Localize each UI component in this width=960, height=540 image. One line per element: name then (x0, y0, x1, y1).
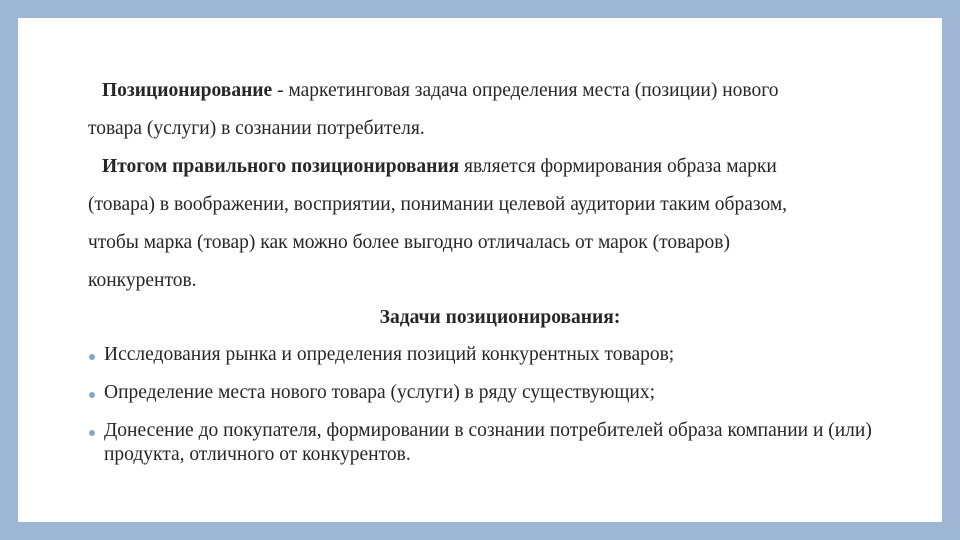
tasks-heading: Задачи позиционирования: (379, 307, 621, 328)
slide (18, 18, 942, 522)
bullet-marker (89, 354, 95, 360)
bullet-marker (89, 392, 95, 398)
result-text: является формирования образа марки (459, 156, 777, 177)
paragraph-result-line-3: чтобы марка (товар) как можно более выгодно отличалась от марок (товаров) (88, 232, 730, 253)
task-item-1: Исследования рынка и определения позиций конкурентных товаров; (104, 344, 675, 365)
bullet-marker (89, 430, 95, 436)
paragraph-result-line-1 (102, 156, 777, 178)
term-result: Итогом правильного позиционирования (102, 156, 460, 177)
paragraph-result-line-2: (товара) в воображении, восприятии, понимании целевой аудитории таким образом, (88, 194, 788, 215)
definition-text: - маркетинговая задача определения места (позиции) нового (272, 80, 779, 101)
paragraph-definition-line-2: товара (услуги) в сознании потребителя. (88, 118, 425, 139)
paragraph-result-line-4: конкурентов. (88, 270, 197, 291)
paragraph-definition-line-1 (102, 80, 779, 102)
task-item-3: Донесение до покупателя, формировании в сознании потребителей образа компании и (или) продукта, отличного от конкурентов. (104, 420, 872, 465)
term-positioning: Позиционирование (102, 80, 273, 101)
task-item-2: Определение места нового товара (услуги) в ряду существующих; (104, 382, 655, 403)
